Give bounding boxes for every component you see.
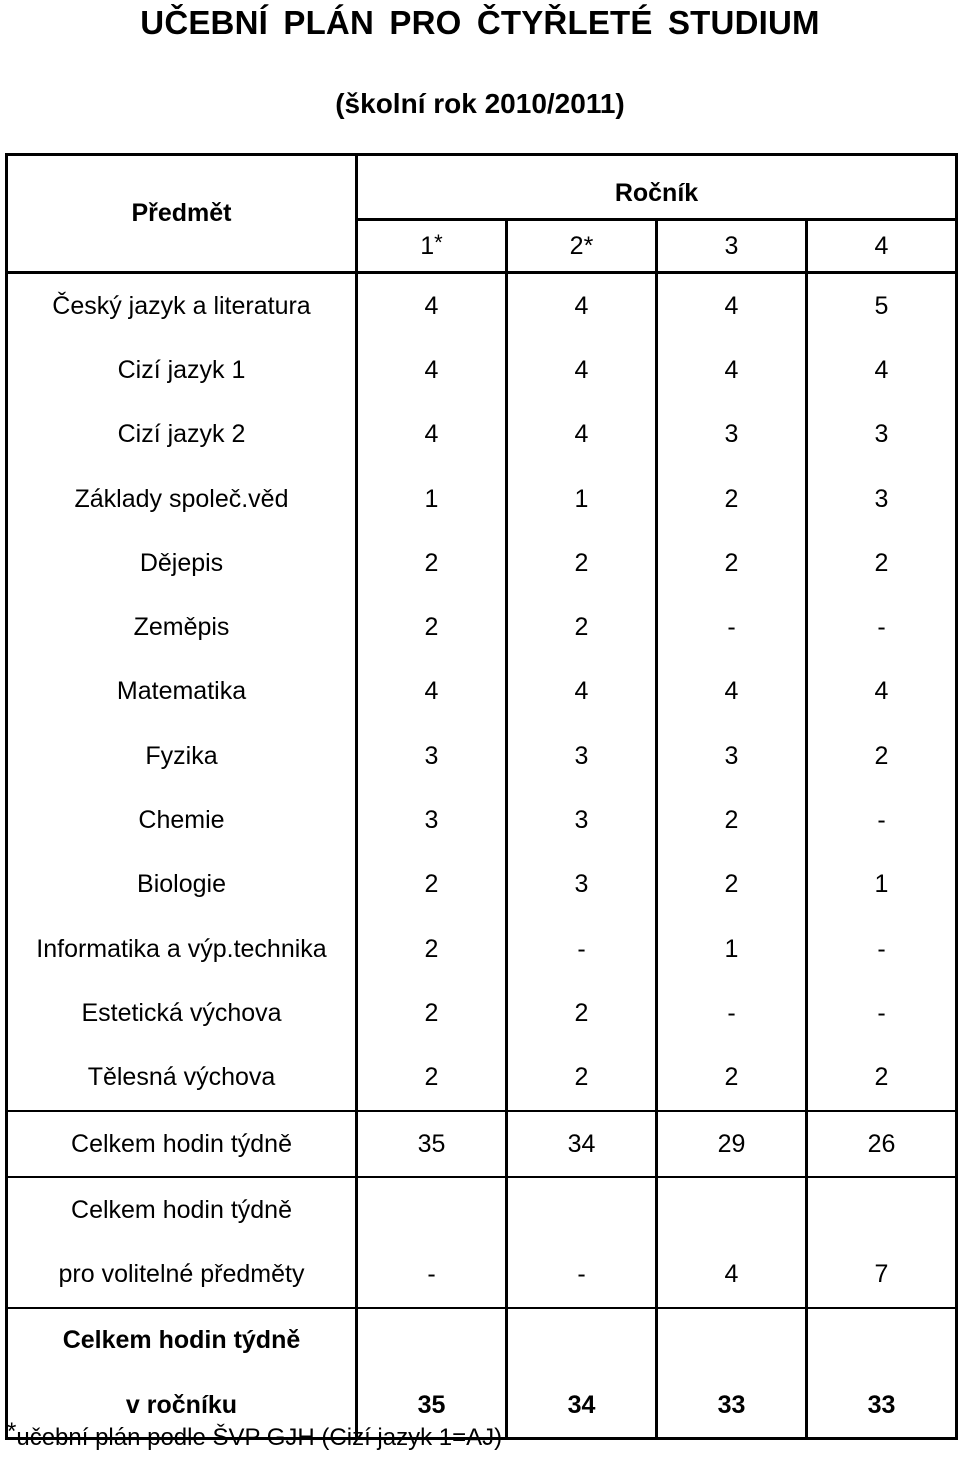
hours-year-2: 4 [507,338,657,402]
hours-year-2: 2 [507,1046,657,1111]
hours-year-3: 2 [657,467,807,531]
subject-row [7,660,957,724]
hours-year-1: 2 [357,981,507,1045]
hours-year-4: - [807,981,957,1045]
grade-column-header: Ročník [357,155,957,220]
hours-year-3: 2 [657,853,807,917]
hours-year-1: 3 [357,788,507,852]
page-title: UČEBNÍ PLÁN PRO ČTYŘLETÉ STUDIUM [140,4,820,41]
subject-name: Základy společ.věd [7,467,357,531]
elective-row-line2 [7,1242,957,1307]
empty-cell [357,1177,507,1242]
subject-name: Chemie [7,788,357,852]
subject-name: Cizí jazyk 2 [7,403,357,467]
hours-year-3: 2 [657,1046,807,1111]
hours-year-1: 3 [357,724,507,788]
subject-name: Matematika [7,660,357,724]
subject-row [7,788,957,852]
hours-year-1: 2 [357,531,507,595]
hours-year-3: 29 [657,1111,807,1177]
elective-hours-year-4: 7 [807,1242,957,1307]
hours-year-3: 4 [657,660,807,724]
hours-year-3: 4 [657,338,807,402]
grand-total-row-line1 [7,1308,957,1373]
hours-year-2: 3 [507,853,657,917]
subject-name: Biologie [7,853,357,917]
empty-cell [807,1308,957,1373]
empty-cell [657,1177,807,1242]
hours-year-2: 2 [507,531,657,595]
subject-row [7,853,957,917]
year-header-2: 2* [507,220,657,273]
hours-year-3: 3 [657,724,807,788]
hours-year-2: 3 [507,724,657,788]
hours-year-3: 2 [657,788,807,852]
hours-year-1: 4 [357,660,507,724]
subject-row [7,981,957,1045]
hours-year-1: 4 [357,273,507,339]
grand-total-year-4: 33 [807,1373,957,1439]
empty-cell [807,1177,957,1242]
year-header-4: 4 [807,220,957,273]
elective-hours-year-2: - [507,1242,657,1307]
subject-row [7,273,957,339]
subject-row [7,531,957,595]
year-header-3: 3 [657,220,807,273]
hours-year-1: 4 [357,403,507,467]
hours-year-1: 2 [357,595,507,659]
hours-year-2: 4 [507,660,657,724]
footnote: *učební plán podle ŠVP GJH (Cizí jazyk 1=AJ) [7,1418,503,1451]
elective-row-line1 [7,1177,957,1242]
hours-year-2: 4 [507,273,657,339]
hours-year-4: 3 [807,403,957,467]
subject-row [7,338,957,402]
hours-year-4: 3 [807,467,957,531]
curriculum-table [5,153,958,1440]
subject-row [7,724,957,788]
school-year-subtitle: (školní rok 2010/2011) [335,88,625,119]
hours-year-4: 2 [807,531,957,595]
subject-name: Fyzika [7,724,357,788]
hours-year-4: - [807,788,957,852]
hours-year-2: 1 [507,467,657,531]
hours-year-3: 4 [657,273,807,339]
grand-total-label-line1: Celkem hodin týdně [7,1308,357,1373]
empty-cell [507,1177,657,1242]
elective-hours-year-3: 4 [657,1242,807,1307]
hours-year-1: 1 [357,467,507,531]
subject-name: Český jazyk a literatura [7,273,357,339]
subject-column-header: Předmět [7,155,357,273]
hours-year-1: 35 [357,1111,507,1177]
grand-total-label-line2: v ročníku [7,1373,357,1439]
hours-year-4: 1 [807,853,957,917]
hours-year-2: - [507,917,657,981]
grand-total-year-2: 34 [507,1373,657,1439]
subject-name: Estetická výchova [7,981,357,1045]
hours-year-1: 2 [357,917,507,981]
subject-row [7,467,957,531]
elective-label-line2: pro volitelné předměty [7,1242,357,1307]
subject-row [7,595,957,659]
empty-cell [657,1308,807,1373]
elective-label-line1: Celkem hodin týdně [7,1177,357,1242]
hours-year-3: 2 [657,531,807,595]
grand-total-year-3: 33 [657,1373,807,1439]
hours-year-2: 2 [507,595,657,659]
hours-year-3: - [657,595,807,659]
subject-name: Tělesná výchova [7,1046,357,1111]
hours-year-4: 5 [807,273,957,339]
hours-year-4: 2 [807,724,957,788]
subject-name: Zeměpis [7,595,357,659]
hours-year-2: 4 [507,403,657,467]
hours-year-4: - [807,917,957,981]
subject-name: Informatika a výp.technika [7,917,357,981]
hours-year-1: 2 [357,853,507,917]
elective-hours-year-1: - [357,1242,507,1307]
year-header-1: 1* [357,220,507,273]
hours-year-4: 26 [807,1111,957,1177]
hours-year-3: 3 [657,403,807,467]
subject-name: Celkem hodin týdně [7,1111,357,1177]
hours-year-3: 1 [657,917,807,981]
grand-total-year-1: 35 [357,1373,507,1439]
hours-year-3: - [657,981,807,1045]
hours-year-4: - [807,595,957,659]
empty-cell [357,1308,507,1373]
hours-year-4: 4 [807,338,957,402]
hours-year-2: 3 [507,788,657,852]
hours-year-2: 2 [507,981,657,1045]
subject-row [7,917,957,981]
hours-year-2: 34 [507,1111,657,1177]
hours-year-4: 4 [807,660,957,724]
empty-cell [507,1308,657,1373]
subject-name: Cizí jazyk 1 [7,338,357,402]
hours-year-1: 2 [357,1046,507,1111]
hours-year-1: 4 [357,338,507,402]
subject-row [7,1046,957,1111]
total-weekly-row [7,1111,957,1177]
hours-year-4: 2 [807,1046,957,1111]
subject-name: Dějepis [7,531,357,595]
header-row [7,155,957,220]
subject-row [7,403,957,467]
